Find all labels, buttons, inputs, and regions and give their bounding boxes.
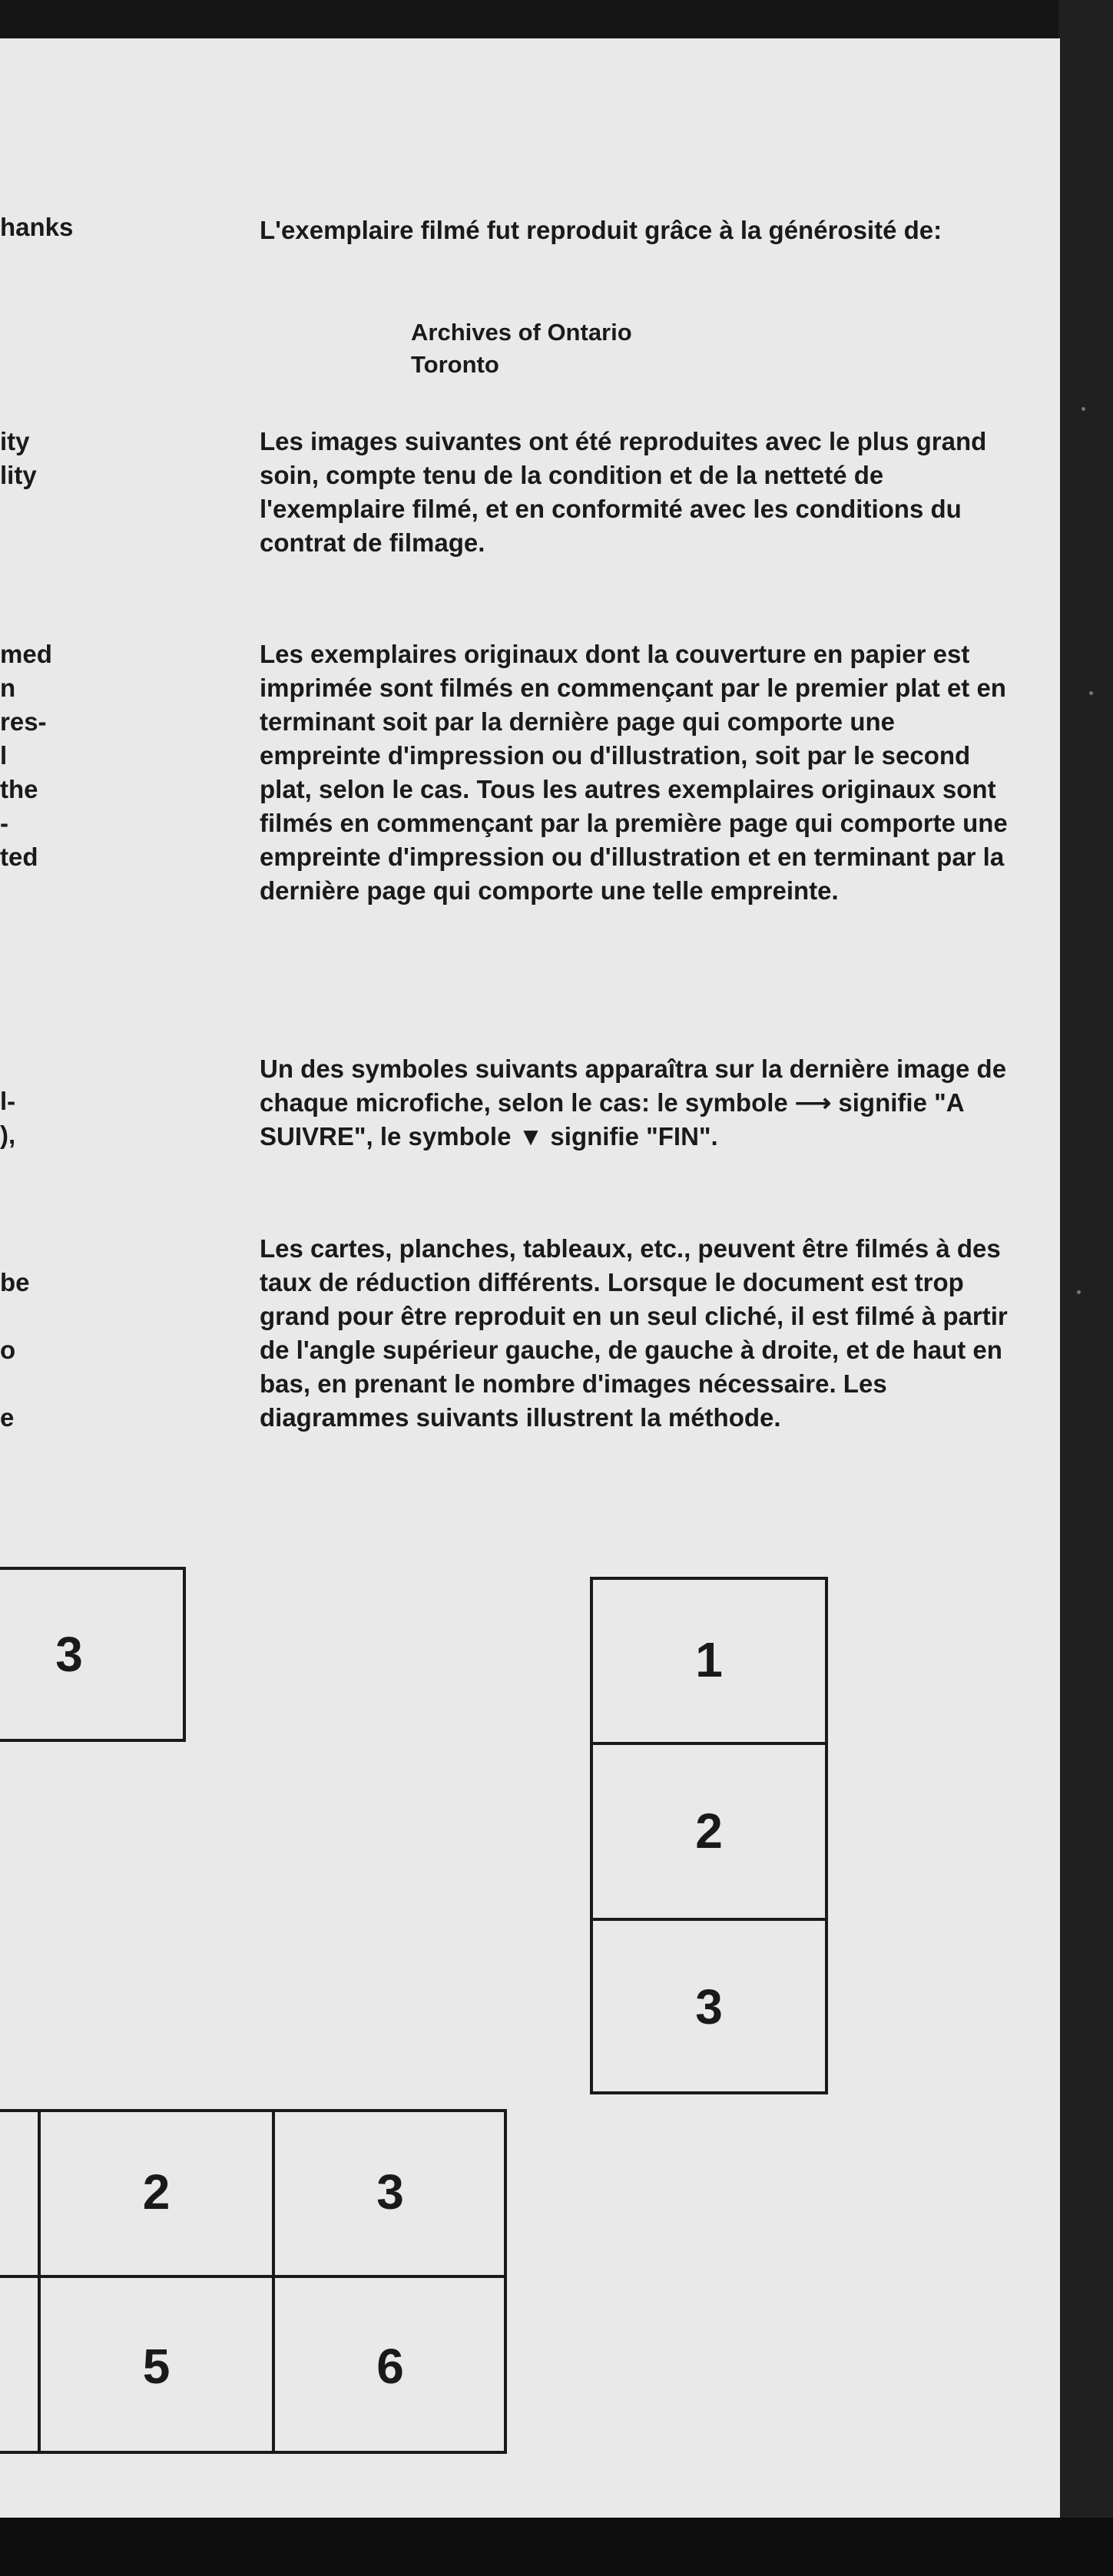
paragraph-symbols-text: Un des symboles suivants apparaîtra sur la dernière image de chaque microfiche, selon le cas: le symbole ⟶ signifie "A SUIVRE", le symbole ▼ signifie "FIN". <box>260 1055 1007 1151</box>
left-fragment: be <box>0 1268 30 1296</box>
left-fragment: ity <box>0 427 30 455</box>
left-fragment: med <box>0 640 52 668</box>
left-fragment: - <box>0 809 8 837</box>
left-fragment: n <box>0 674 16 702</box>
document-page <box>0 38 1060 2521</box>
grid-cell-6: 6 <box>376 2338 404 2394</box>
grid-cell-3: 3 <box>376 2164 404 2220</box>
left-fragment: ted <box>0 843 38 871</box>
scan-speck <box>1089 691 1093 695</box>
vertical-cell-2: 2 <box>695 1803 723 1859</box>
vertical-cell-1: 1 <box>695 1631 723 1687</box>
grid-cell-2: 2 <box>142 2164 171 2220</box>
paragraph-maps <box>260 1232 1020 1435</box>
intro-text: L'exemplaire filmé fut reproduit grâce à la générosité de: <box>260 216 942 244</box>
scan-speck <box>1077 1290 1081 1294</box>
left-fragment: lity <box>0 461 37 489</box>
vertical-cell-3: 3 <box>695 1979 723 2035</box>
paragraph-maps-text: Les cartes, planches, tableaux, etc., peuvent être filmés à des taux de réduction différents. Lorsque le document est trop grand pour être reproduit en un seul cliché, il est filmé à partir de l'angle supérieur gauche, de gauche à droite, et de haut en bas, en prenant le nombre d'images nécessaire. Les diagrammes suivants illustrent la méthode. <box>260 1234 1008 1432</box>
paragraph-originals-text: Les exemplaires originaux dont la couverture en papier est imprimée sont filmés en commençant par le premier plat et en terminant soit par la dernière page qui comporte une empreinte d'impression ou d'illustration, soit par le second plat, selon le cas. Tous les autres exemplaires originaux sont filmés en commençant par la première page qui comporte une empreinte d'impression ou d'illustration et en terminant par la dernière page qui comporte une telle empreinte. <box>260 640 1008 905</box>
left-fragment: l <box>0 741 8 770</box>
left-fragment: l- <box>0 1087 16 1115</box>
paragraph-quality <box>260 425 1020 560</box>
archive-city: Toronto <box>411 351 499 378</box>
left-fragment: res- <box>0 707 47 736</box>
scan-speck <box>1082 407 1085 411</box>
left-fragment: ), <box>0 1121 16 1149</box>
left-fragment: e <box>0 1403 15 1432</box>
archive-name: Archives of Ontario <box>411 319 632 346</box>
left-fragment: hanks <box>0 213 74 241</box>
left-fragment: the <box>0 775 38 803</box>
row-diagram-number: 3 <box>55 1627 83 1682</box>
grid-cell-5: 5 <box>142 2338 171 2394</box>
paragraph-quality-text: Les images suivantes ont été reproduites avec le plus grand soin, compte tenu de la condition et de la netteté de l'exemplaire filmé, et en conformité avec les conditions du contrat de filmage. <box>260 427 987 557</box>
paragraph-symbols <box>260 1052 1020 1154</box>
scan-top-border <box>0 0 1113 40</box>
scan-bottom-border <box>0 2518 1113 2576</box>
scan-right-border <box>1058 0 1113 2576</box>
left-fragment: o <box>0 1336 16 1364</box>
intro-paragraph <box>260 214 1020 247</box>
paragraph-originals <box>260 637 1020 908</box>
